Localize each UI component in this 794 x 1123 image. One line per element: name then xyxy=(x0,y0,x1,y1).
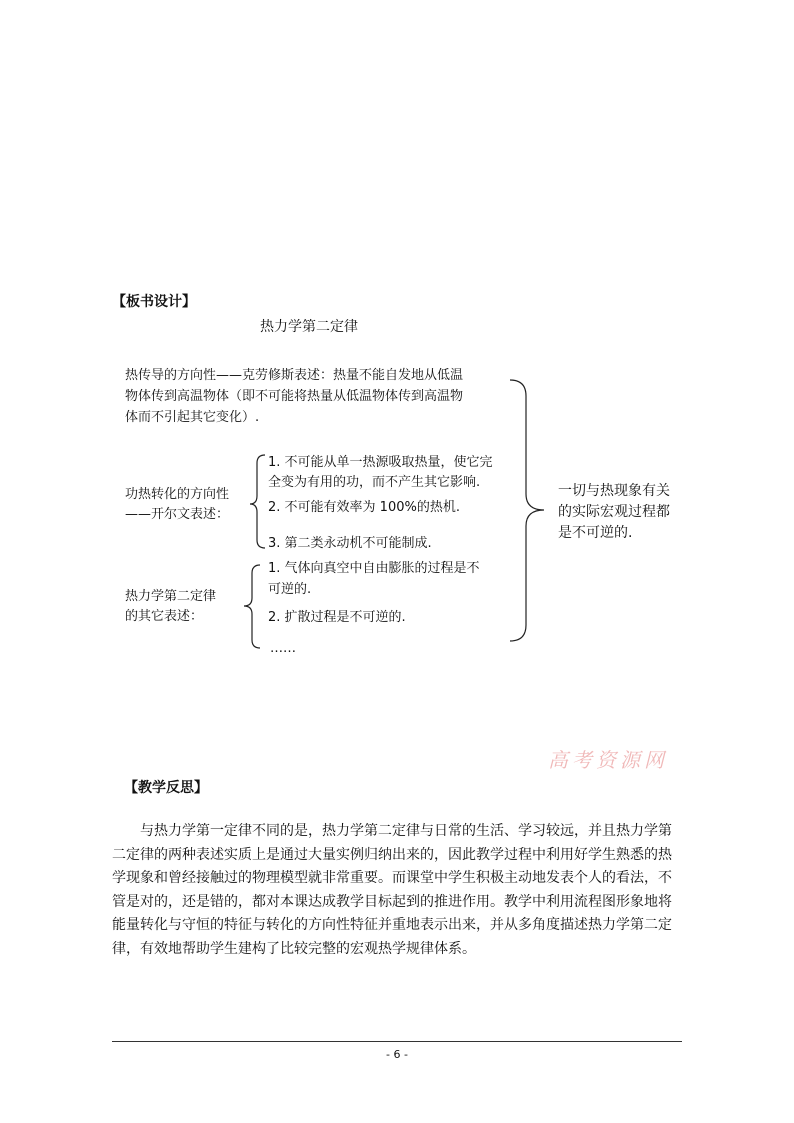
other-item-2: 2. 扩散过程是不可逆的. xyxy=(268,610,406,625)
other-label-1: 热力学第二定律 xyxy=(125,589,217,604)
kelvin-label-1: 功热转化的方向性 xyxy=(125,487,230,502)
kelvin-left-brace xyxy=(250,455,265,548)
other-item-1-line-2: 可逆的. xyxy=(268,582,312,597)
conclusion-line-2: 的实际宏观过程都 xyxy=(558,504,670,520)
kelvin-item-3: 3. 第二类永动机不可能制成. xyxy=(268,536,432,551)
clausius-line-1: 热传导的方向性——克劳修斯表述：热量不能自发地从低温 xyxy=(125,368,464,383)
reflection-line-4: 管是对的，还是错的，都对本课达成教学目标起到的推进作用。教学中利用流程图形象地将 xyxy=(112,893,672,910)
kelvin-item-1-line-1: 1. 不可能从单一热源吸取热量，使它完 xyxy=(268,455,493,470)
reflection-line-1: 与热力学第一定律不同的是，热力学第二定律与日常的生活、学习较远，并且热力学第 xyxy=(140,823,672,839)
kelvin-item-1-line-2: 全变为有用的功，而不产生其它影响. xyxy=(268,475,481,490)
footer-divider xyxy=(112,1041,682,1042)
kelvin-item-2: 2. 不可能有效率为 100%的热机. xyxy=(268,500,460,515)
summary-right-brace xyxy=(510,380,544,641)
board-design-heading: 【板书设计】 xyxy=(112,294,196,310)
conclusion-line-1: 一切与热现象有关 xyxy=(558,483,670,499)
other-item-ellipsis: …… xyxy=(270,641,296,656)
other-left-brace xyxy=(244,565,260,648)
clausius-line-3: 体而不引起其它变化）. xyxy=(125,410,260,425)
conclusion-line-3: 是不可逆的. xyxy=(558,525,633,541)
reflection-line-6: 律，有效地帮助学生建构了比较完整的宏观热学规律体系。 xyxy=(112,940,476,957)
reflection-paragraph xyxy=(112,820,682,961)
page-number: - 6 - xyxy=(386,1048,408,1061)
reflection-line-2: 二定律的两种表述实质上是通过大量实例归纳出来的，因此教学过程中利用好学生熟悉的热 xyxy=(112,846,672,863)
kelvin-label-2: ——开尔文表述： xyxy=(125,507,230,522)
other-item-1-line-1: 1. 气体向真空中自由膨胀的过程是不 xyxy=(268,561,480,576)
board-title: 热力学第二定律 xyxy=(260,319,358,335)
reflection-heading: 【教学反思】 xyxy=(124,780,208,796)
reflection-line-5: 能量转化与守恒的特征与转化的方向性特征并重地表示出来，并从多角度描述热力学第二定 xyxy=(112,917,672,933)
reflection-line-3: 学现象和曾经接触过的物理模型就非常重要。而课堂中学生积极主动地发表个人的看法，不 xyxy=(112,870,672,886)
clausius-line-2: 物体传到高温物体（即不可能将热量从低温物体传到高温物 xyxy=(125,389,464,404)
other-label-2: 的其它表述： xyxy=(125,609,204,624)
watermark-logo: 高考资源网 xyxy=(548,748,668,772)
